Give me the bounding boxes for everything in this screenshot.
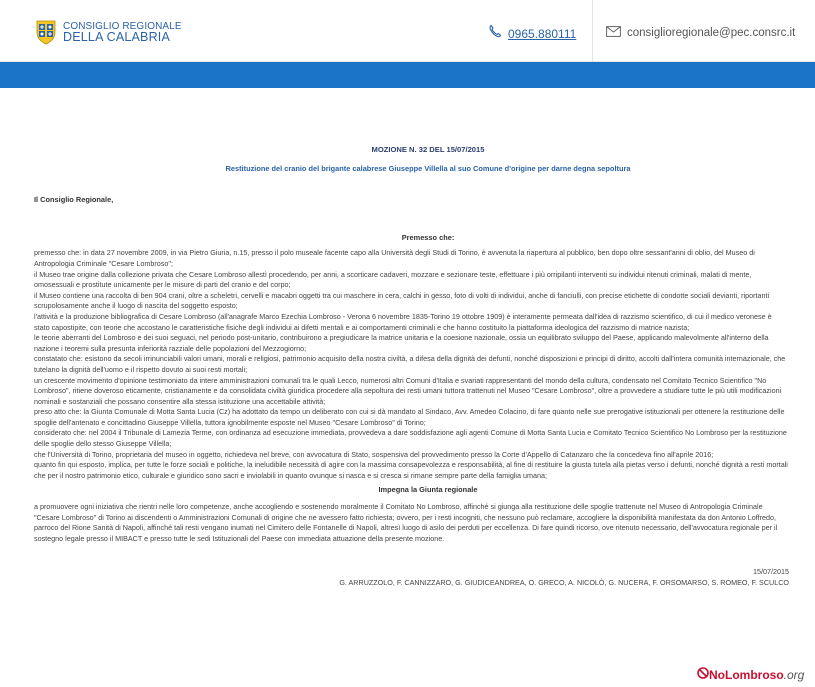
- motion-intro: Il Consiglio Regionale,: [34, 195, 114, 205]
- phone-link[interactable]: 0965.880111: [508, 26, 577, 41]
- calabria-coat-of-arms-icon: [34, 18, 58, 46]
- paragraph: un crescente movimento d'opinione testimoniato da intere amministrazioni comunali tra le quali Lecco, numerosi altri Comuni d'Italia e svariati rappresentanti del mondo della cultura, condensato nel Comitato Tecnico Scientifico "No Lombroso", ritiene doveroso eticamente, cristianamente e da consolidata civiltà giuridica procedere alla sepoltura dei resti umani tuttora trattenuti nel Museo "Cesare Lombroso", oltre a provvedere a studiare tutte le più utili modificazioni nominali e sostanziali che possano consentire alla stessa istituzione una accettabile attività;: [34, 375, 782, 406]
- navigation-bar: [0, 62, 815, 88]
- site-logo[interactable]: [34, 18, 182, 46]
- premesso-heading: Premesso che:: [401, 232, 455, 242]
- no-sign-icon: [697, 667, 709, 682]
- paragraph: il Museo trae origine dalla collezione privata che Cesare Lombroso allestì procedendo, per anni, a scorticare cadaveri, mozzare e sezionare teste, effettuare i più orripilanti interventi su individui ritenuti criminali, malati di mente, omosessuali e prostitute unicamente per le misure di parti del cranio e del corpo;: [34, 269, 752, 290]
- paragraph: le teorie aberranti del Lombroso e dei suoi seguaci, nel periodo post-unitario, contribuirono a pregiudicare la matrice unitaria e la coesione nazionale, ossia un equilibrato sviluppo del Paese, applicando malevolmente all'interno della nazione i teoremi sulla presunta inferiorità razziale delle popolazioni del Mezzogiorno;: [34, 333, 769, 353]
- paragraph: l'attività e la produzione bibliografica di Cesare Lombroso (all'anagrafe Marco Ezechia Lombroso - Verona 6 novembre 1835-Torino 19 ottobre 1909) è interamente permeata dall'idea di razzismo scientifico, di cui il medico veronese è stato capostipite, con teorie che accostano le caratteristiche fisiche degli individui ai difetti mentali e ai comportamenti criminali e che hanno costituito la piattaforma ideologica del razzismo di matrice nazista;: [34, 311, 772, 332]
- impegna-heading: Impegna la Giunta regionale: [378, 485, 478, 495]
- logo-line-2: DELLA CALABRIA: [63, 30, 171, 44]
- paragraph: considerato che: nel 2004 il Tribunale di Lamezia Terme, con ordinanza ad esecuzione immediata, provvedeva a dare soddisfazione agli agenti Comune di Motta Santa Lucia e Comitato Tecnico Scientifico No Lombroso per la restituzione delle spoglie dello stesso Giuseppe Villella;: [34, 428, 787, 449]
- watermark-lombroso: Lombroso: [725, 667, 784, 682]
- motion-date: 15/07/2015: [753, 567, 789, 577]
- paragraph: constatato che: esistono da secoli irrinunciabili valori umani, morali e religiosi, patrimonio acquisito della nostra civiltà, a difesa della dignità dei defunti, nonché disposizioni e principi di diritto, accolti dall'intera comunità internazionale, che tutelano la dignità dell'uomo e il rispetto dovuto ai suoi resti mortali;: [34, 354, 786, 374]
- motion-subtitle: Restituzione del cranio del brigante calabrese Giuseppe Villella al suo Comune d'origine per darne degna sepoltura: [225, 163, 631, 173]
- motion-document: [34, 145, 789, 589]
- header-divider: [592, 0, 593, 62]
- email-address: consiglioregionale@pec.consrc.it: [627, 27, 796, 39]
- watermark-no: No: [709, 667, 725, 682]
- paragraph: il Museo contiene una raccolta di ben 904 crani, oltre a scheletri, cervelli e macabri oggetti tra cui maschere in cera, calchi in gesso, foto di volti di individui, anche di fanciulli, con precise etichette di condotte sociali devianti, riportanti scrupolosamente anche il luogo di nascita del soggetto esposto;: [34, 290, 770, 311]
- phone-icon: [488, 24, 502, 43]
- logo-text: [63, 21, 182, 43]
- email-contact[interactable]: [606, 24, 795, 42]
- watermark-org: .org: [783, 667, 805, 682]
- paragraph: premesso che: in data 27 novembre 2009, in via Pietro Giuria, n.15, presso il polo museale facente capo alla Università degli Studi di Torino, è avvenuta la riapertura al pubblico, ben dopo oltre sessant'anni di oblio, del Museo di Antropologia Criminale "Cesare Lombroso";: [34, 248, 755, 268]
- nolombroso-watermark: [697, 667, 804, 682]
- phone-contact: [488, 24, 576, 43]
- paragraph: quanto fin qui esposto, implica, per tutte le forze sociali e politiche, la ineludibile necessità di agire con la massima consapevolezza e responsabilità, al fine di restituire la giusta tutela alla pietas verso i defunti, nonché dignità a resti mortali che per il nostro patrimonio etico, culturale e giuridico sono sacri e inviolabili in quanto ovunque si nasca e si cresca si rimane sempre parte della famiglia umana;: [34, 460, 788, 480]
- logo-line-1: CONSIGLIO REGIONALE: [63, 21, 182, 32]
- paragraph: che l'Università di Torino, proprietaria del museo in oggetto, richiedeva nel breve, con avvocatura di Stato, sospensiva del provvedimento presso la Corte d'Appello di Catanzaro che la concedeva fino all'aprile 2016;: [34, 449, 714, 459]
- premesso-body: [34, 248, 789, 481]
- impegna-body: a promuovere ogni iniziativa che rientri nelle loro competenze, anche accogliendo e sostenendo moralmente il Comitato No Lombroso, affinché si giunga alla restituzione delle spoglie trattenute nel Museo di Antropologia Criminale "Cesare Lombroso" di Torino ai discendenti o Amministrazioni Comunali di origine che ne avessero fatto richiesta; ovvero, per i resti incogniti, che nessuno può reclamare, accogliere la disponibilità manifestata da don Antonio Loffredo, parroco del Rione Sanità di Napoli, affinché tali resti vengano inumati nel Cimitero delle Fontanelle di Napoli, altresì luogo di asilo dei perduti per eccellenza. Di fare quindi ricorso, ove ritenuto necessario, dell'avvocatura regionale per il sostegno legale presso il MIBACT e presso tutte le sedi Istituzionali del Paese con immediata attuazione della presente mozione.: [34, 502, 778, 543]
- motion-title: MOZIONE N. 32 DEL 15/07/2015: [371, 145, 485, 154]
- envelope-icon: [606, 24, 621, 42]
- motion-signatories: G. ARRUZZOLO, F. CANNIZZARO, G. GIUDICEANDREA, O. GRECO, A. NICOLÒ, G. NUCERA, F. ORSOMARSO, S. ROMEO, F. SCULCO: [339, 578, 789, 587]
- paragraph: preso atto che: la Giunta Comunale di Motta Santa Lucia (Cz) ha adottato da tempo un deliberato con cui si dà mandato al Sindaco, Avv. Amedeo Colacino, di fare quanto nelle sue prerogative istituzionali per ottenere la restituzione delle spoglie dell'antenato e concittadino Giuseppe Villella, tuttora ignobilmente esposte nel Museo "Cesare Lombroso" di Torino;: [34, 407, 785, 427]
- site-header: [0, 0, 815, 62]
